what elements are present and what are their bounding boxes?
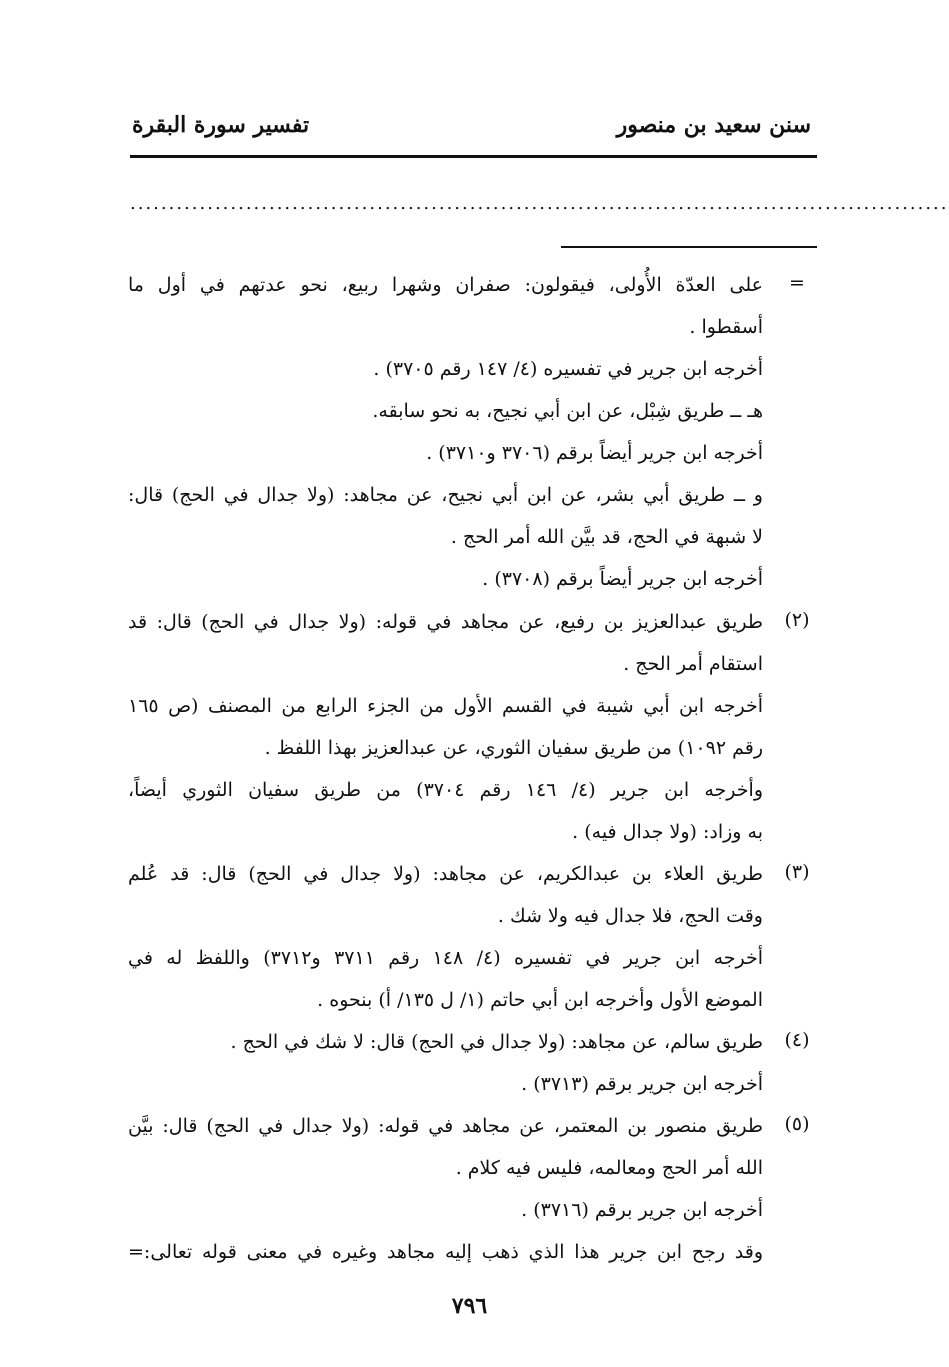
text-line: أخرجه ابن جرير أيضاً برقم (٣٧٠٨) .: [482, 568, 763, 590]
text-line: طريق العلاء بن عبدالكريم، عن مجاهد: (ولا جدال في الحج) قال: قد عُلم: [128, 863, 763, 885]
text-line: الموضع الأول وأخرجه ابن أبي حاتم (١/ ل ١٣٥/ أ) بنحوه .: [317, 989, 763, 1011]
running-header-section-title: تفسير سورة البقرة: [132, 112, 310, 138]
text-line: الله أمر الحج ومعالمه، فليس فيه كلام .: [455, 1157, 763, 1179]
footnote-number-4: (٤): [784, 1029, 810, 1051]
text-line: طريق عبدالعزيز بن رفيع، عن مجاهد في قوله: (ولا جدال في الحج) قال: قد: [128, 611, 763, 633]
text-line: أسقطوا .: [689, 316, 763, 338]
text-line: على العدّة الأُولى، فيقولون: صفران وشهرا ربيع، نحو عدتهم في أول ما: [128, 274, 763, 296]
text-line: و ــ طريق أبي بشر، عن ابن أبي نجيح، عن مجاهد: (ولا جدال في الحج) قال:: [128, 484, 763, 506]
text-line: رقم ١٠٩٢) من طريق سفيان الثوري، عن عبدالعزيز بهذا اللفظ .: [264, 737, 763, 759]
footnote-number-5: (٥): [784, 1113, 810, 1135]
running-header-book-title: سنن سعيد بن منصور: [616, 112, 811, 138]
text-line: استقام أمر الحج .: [623, 653, 763, 675]
text-line: لا شبهة في الحج، قد بيَّن الله أمر الحج .: [450, 526, 763, 548]
text-line: أخرجه ابن أبي شيبة في القسم الأول من الجزء الرابع من المصنف (ص ١٦٥: [128, 695, 763, 717]
text-line: وقد رجح ابن جرير هذا الذي ذهب إليه مجاهد وغيره في معنى قوله تعالى:=: [128, 1241, 763, 1263]
text-line: أخرجه ابن جرير أيضاً برقم (٣٧٠٦ و٣٧١٠) .: [426, 442, 763, 464]
footnote-number-3: (٣): [784, 861, 810, 883]
text-line: به وزاد: (ولا جدال فيه) .: [572, 821, 763, 843]
text-line: أخرجه ابن جرير برقم (٣٧١٣) .: [521, 1073, 763, 1095]
text-line: وقت الحج، فلا جدال فيه ولا شك .: [497, 905, 763, 927]
text-line: أخرجه ابن جرير برقم (٣٧١٦) .: [521, 1199, 763, 1221]
footnote-number-2: (٢): [784, 609, 810, 631]
footnote-rule: [561, 246, 817, 248]
text-line: طريق سالم، عن مجاهد: (ولا جدال في الحج) قال: لا شك في الحج .: [230, 1031, 763, 1053]
text-line: أخرجه ابن جرير في تفسيره (٤/ ١٤٧ رقم ٣٧٠٥) .: [373, 358, 763, 380]
text-line: هـ ــ طريق شِبْل، عن ابن أبي نجيح، به نحو سابقه.: [372, 400, 763, 422]
dotted-separator: ..........................................................................................................: [130, 193, 949, 214]
continuation-marker: =: [789, 272, 805, 294]
text-line: وأخرجه ابن جرير (٤/ ١٤٦ رقم ٣٧٠٤) من طريق سفيان الثوري أيضاً،: [128, 779, 763, 801]
page-number: ٧٩٦: [451, 1293, 488, 1319]
text-line: طريق منصور بن المعتمر، عن مجاهد في قوله: (ولا جدال في الحج) قال: بيَّن: [128, 1115, 763, 1137]
text-line: أخرجه ابن جرير في تفسيره (٤/ ١٤٨ رقم ٣٧١١ و٣٧١٢) واللفظ له في: [128, 947, 764, 969]
header-rule: [130, 155, 817, 158]
